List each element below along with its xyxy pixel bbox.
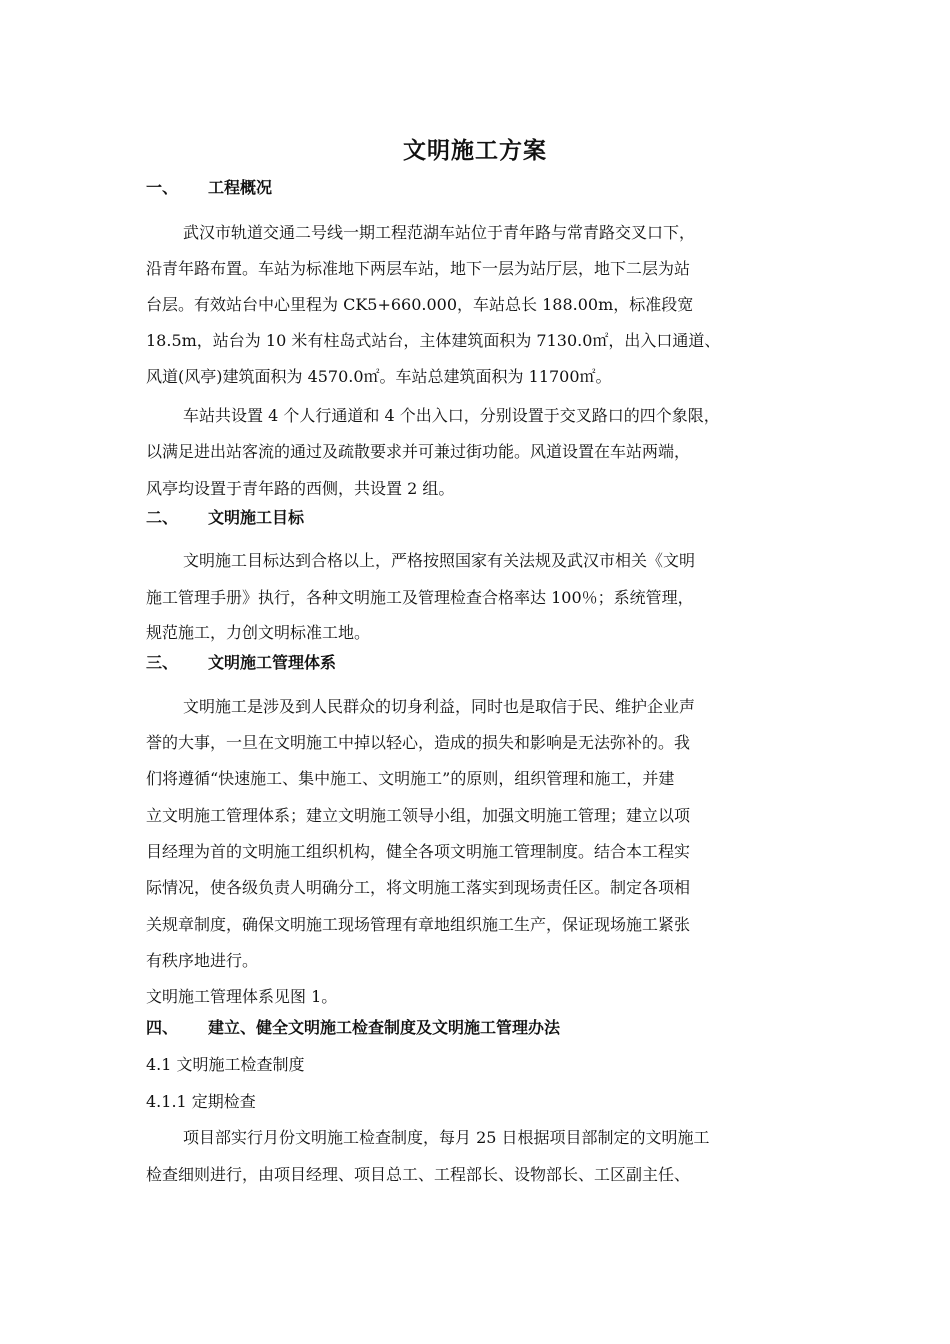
paragraph-line: 目经理为首的文明施工组织机构，健全各项文明施工管理制度。结合本工程实: [146, 842, 691, 861]
paragraph-line: 誉的大事，一旦在文明施工中掉以轻心，造成的损失和影响是无法弥补的。我: [146, 733, 691, 752]
section-heading-4: [146, 1017, 560, 1039]
paragraph-line: 车站共设置 4 个人行通道和 4 个出入口，分别设置于交叉路口的四个象限，: [183, 406, 720, 425]
paragraph-line: 们将遵循“快速施工、集中施工、文明施工”的原则，组织管理和施工，并建: [146, 769, 675, 788]
paragraph-line: 武汉市轨道交通二号线一期工程范湖车站位于青年路与常青路交叉口下，: [183, 223, 696, 242]
section-title: 工程概况: [208, 178, 273, 197]
paragraph-line: 有秩序地进行。: [146, 951, 259, 970]
paragraph-line: 风道(风亭)建筑面积为 4570.0㎡。车站总建筑面积为 11700㎡。: [146, 367, 612, 386]
section-title: 文明施工管理体系: [208, 653, 337, 672]
section-heading-3: [146, 652, 336, 674]
subsection-heading: 4.1.1 定期检查: [146, 1092, 256, 1111]
paragraph-line: 文明施工目标达到合格以上，严格按照国家有关法规及武汉市相关《文明: [183, 551, 696, 570]
paragraph-line: 施工管理手册》执行，各种文明施工及管理检查合格率达 100％；系统管理，: [146, 588, 694, 607]
paragraph-line: 项目部实行月份文明施工检查制度，每月 25 日根据项目部制定的文明施工: [183, 1128, 710, 1147]
section-number: 一、: [146, 178, 179, 197]
paragraph-line: 台层。有效站台中心里程为 CK5+660.000，车站总长 188.00m，标准段宽: [146, 295, 694, 314]
document-title: 文明施工方案: [403, 138, 547, 164]
paragraph-line: 沿青年路布置。车站为标准地下两层车站，地下一层为站厅层，地下二层为站: [146, 259, 691, 278]
section-number: 三、: [146, 653, 179, 672]
section-title: 文明施工目标: [208, 508, 305, 527]
paragraph-line: 文明施工是涉及到人民群众的切身利益，同时也是取信于民、维护企业声: [183, 697, 696, 716]
paragraph-line: 际情况，使各级负责人明确分工，将文明施工落实到现场责任区。制定各项相: [146, 878, 691, 897]
section-number: 四、: [146, 1018, 179, 1037]
paragraph-line: 以满足进出站客流的通过及疏散要求并可兼过街功能。风道设置在车站两端，: [146, 442, 691, 461]
paragraph-line: 规范施工，力创文明标准工地。: [146, 623, 371, 642]
paragraph-line: 文明施工管理体系见图 1。: [146, 987, 338, 1006]
paragraph-line: 18.5m，站台为 10 米有柱岛式站台，主体建筑面积为 7130.0㎡，出入口通道、: [146, 331, 721, 350]
subsection-heading: 4.1 文明施工检查制度: [146, 1055, 305, 1074]
paragraph-line: 立文明施工管理体系；建立文明施工领导小组，加强文明施工管理；建立以项: [146, 806, 691, 825]
section-heading-1: [146, 177, 272, 199]
section-title: 建立、健全文明施工检查制度及文明施工管理办法: [208, 1018, 561, 1037]
section-number: 二、: [146, 508, 179, 527]
section-heading-2: [146, 507, 304, 529]
paragraph-line: 关规章制度，确保文明施工现场管理有章地组织施工生产，保证现场施工紧张: [146, 915, 691, 934]
paragraph-line: 风亭均设置于青年路的西侧，共设置 2 组。: [146, 479, 455, 498]
paragraph-line: 检查细则进行，由项目经理、项目总工、工程部长、设物部长、工区副主任、: [146, 1165, 691, 1184]
